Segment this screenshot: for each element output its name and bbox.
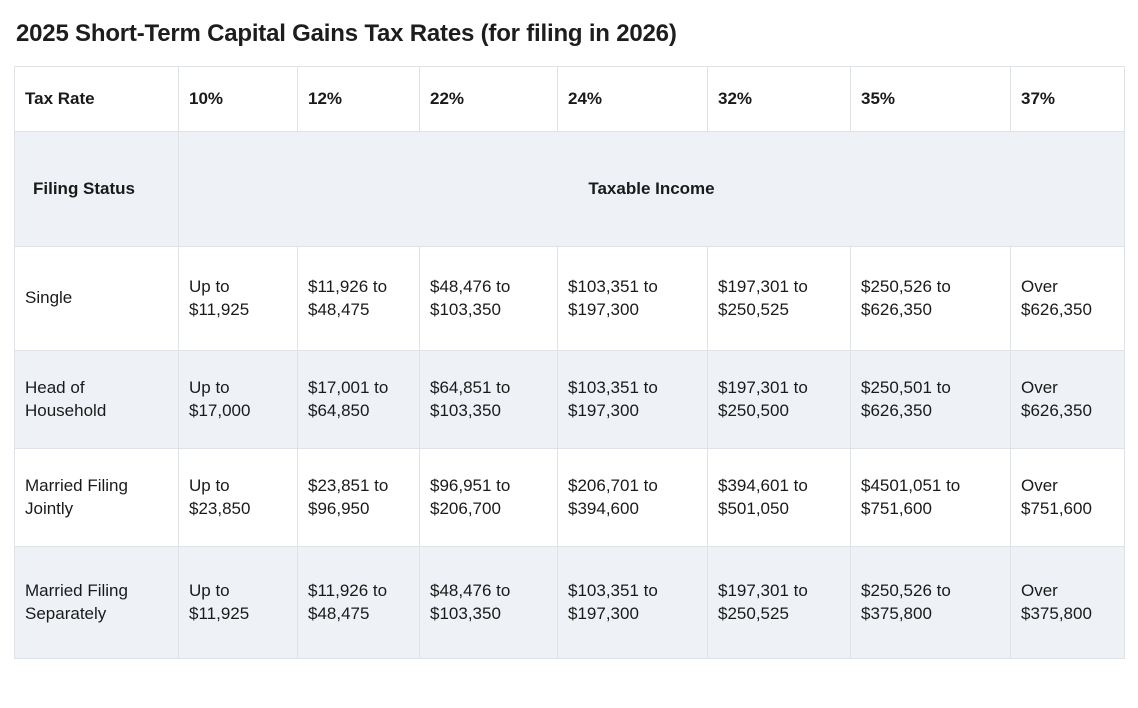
column-header-rate-32: 32% [708, 67, 851, 132]
cell-single-22: $48,476 to $103,350 [420, 247, 558, 351]
column-header-rate-12: 12% [298, 67, 420, 132]
cell-hoh-35: $250,501 to $626,350 [851, 351, 1011, 449]
cell-mfs-37: Over $375,800 [1011, 547, 1125, 659]
cell-single-37: Over $626,350 [1011, 247, 1125, 351]
cell-mfj-24: $206,701 to $394,600 [558, 449, 708, 547]
row-label-head-of-household: Head of Household [15, 351, 179, 449]
cell-mfj-37: Over $751,600 [1011, 449, 1125, 547]
cell-mfs-22: $48,476 to $103,350 [420, 547, 558, 659]
table-row [15, 547, 1125, 659]
cell-mfj-32: $394,601 to $501,050 [708, 449, 851, 547]
column-header-taxable-income: Taxable Income [179, 132, 1125, 247]
column-header-rate-10: 10% [179, 67, 298, 132]
column-header-rate-22: 22% [420, 67, 558, 132]
cell-single-12: $11,926 to $48,475 [298, 247, 420, 351]
column-header-rate-37: 37% [1011, 67, 1125, 132]
row-label-married-filing-jointly: Married Filing Jointly [15, 449, 179, 547]
page-title: 2025 Short-Term Capital Gains Tax Rates (for filing in 2026) [16, 20, 677, 47]
cell-mfj-12: $23,851 to $96,950 [298, 449, 420, 547]
cell-mfj-22: $96,951 to $206,700 [420, 449, 558, 547]
cell-single-10: Up to $11,925 [179, 247, 298, 351]
cell-mfs-12: $11,926 to $48,475 [298, 547, 420, 659]
table-row [15, 351, 1125, 449]
cell-mfs-10: Up to $11,925 [179, 547, 298, 659]
column-header-rate-35: 35% [851, 67, 1011, 132]
cell-hoh-24: $103,351 to $197,300 [558, 351, 708, 449]
table-row [15, 449, 1125, 547]
cell-hoh-37: Over $626,350 [1011, 351, 1125, 449]
table-header-row [15, 67, 1125, 132]
cell-mfs-24: $103,351 to $197,300 [558, 547, 708, 659]
row-label-married-filing-separately: Married Filing Separately [15, 547, 179, 659]
cell-mfj-35: $4501,051 to $751,600 [851, 449, 1011, 547]
cell-mfs-32: $197,301 to $250,525 [708, 547, 851, 659]
cell-mfs-35: $250,526 to $375,800 [851, 547, 1011, 659]
row-label-single: Single [15, 247, 179, 351]
column-header-tax-rate: Tax Rate [15, 67, 179, 132]
column-header-filing-status: Filing Status [15, 132, 179, 247]
cell-single-35: $250,526 to $626,350 [851, 247, 1011, 351]
cell-single-32: $197,301 to $250,525 [708, 247, 851, 351]
cell-hoh-22: $64,851 to $103,350 [420, 351, 558, 449]
table-row [15, 247, 1125, 351]
cell-single-24: $103,351 to $197,300 [558, 247, 708, 351]
table-subheader-row [15, 132, 1125, 247]
column-header-rate-24: 24% [558, 67, 708, 132]
cell-mfj-10: Up to $23,850 [179, 449, 298, 547]
cell-hoh-10: Up to $17,000 [179, 351, 298, 449]
cell-hoh-12: $17,001 to $64,850 [298, 351, 420, 449]
cell-hoh-32: $197,301 to $250,500 [708, 351, 851, 449]
tax-rates-table [14, 66, 1125, 659]
